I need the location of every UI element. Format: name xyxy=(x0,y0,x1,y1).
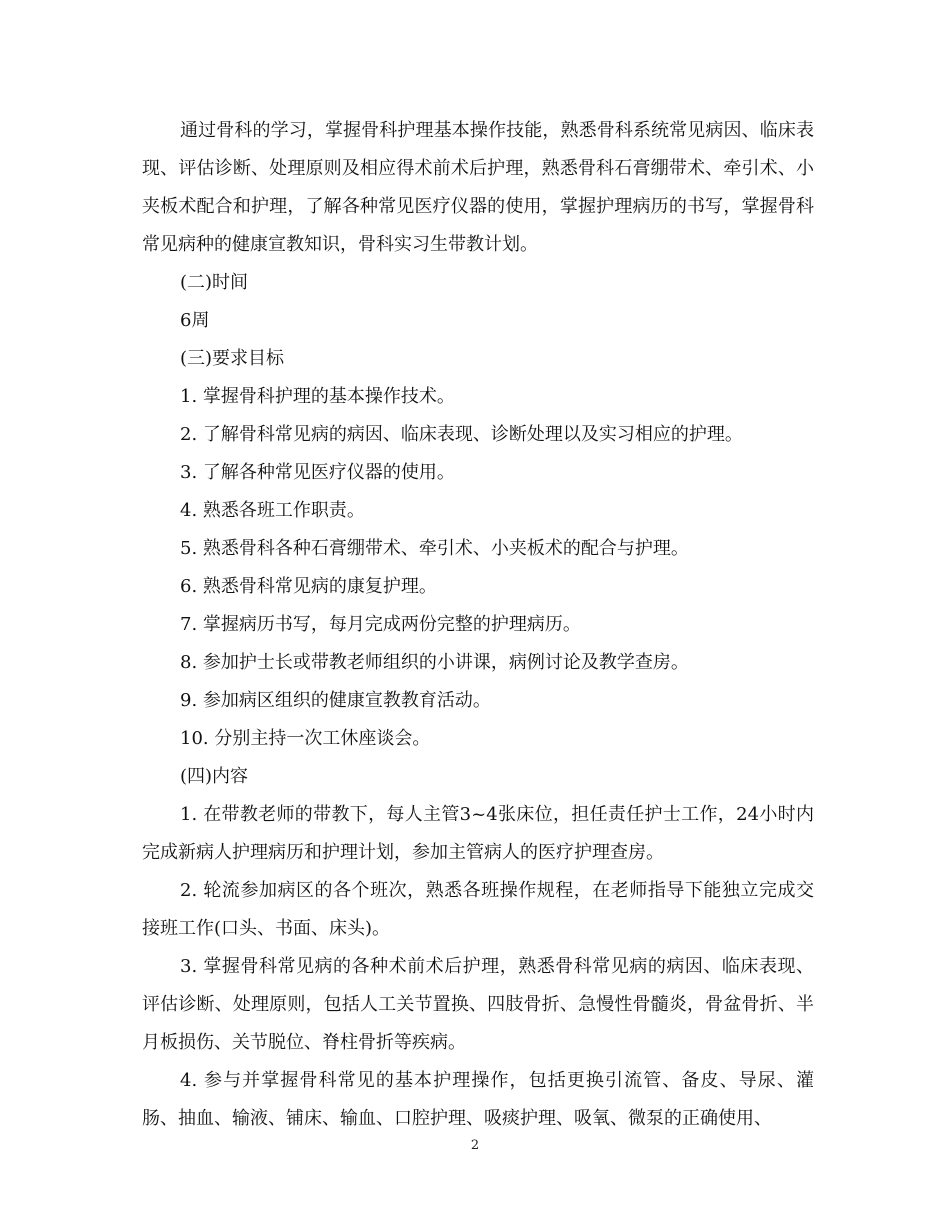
document-body xyxy=(142,112,814,1138)
goal-item: 1. 掌握骨科护理的基本操作技术。 xyxy=(180,386,455,407)
goal-item: 5. 熟悉骨科各种石膏绷带术、牵引术、小夹板术的配合与护理。 xyxy=(180,538,689,559)
goal-item: 7. 掌握病历书写，每月完成两份完整的护理病历。 xyxy=(180,614,581,635)
goal-item: 6. 熟悉骨科常见病的康复护理。 xyxy=(180,576,437,597)
goal-item: 2. 了解骨科常见病的病因、临床表现、诊断处理以及实习相应的护理。 xyxy=(180,424,743,445)
content-item: 3. 掌握骨科常见病的各种术前术后护理，熟悉骨科常见病的病因、临床表现、评估诊断、处理原则，包括人工关节置换、四肢骨折、急慢性骨髓炎，骨盆骨折、半月板损伤、关节脱位、脊柱骨折等疾病。 xyxy=(142,956,814,1053)
section-heading-time: (二)时间 xyxy=(180,272,249,293)
goal-item: 3. 了解各种常见医疗仪器的使用。 xyxy=(180,462,455,483)
content-item: 1. 在带教老师的带教下，每人主管3~4张床位，担任责任护士工作，24小时内完成新病人护理病历和护理计划，参加主管病人的医疗护理查房。 xyxy=(142,804,814,863)
content-item: 4. 参与并掌握骨科常见的基本护理操作，包括更换引流管、备皮、导尿、灌肠、抽血、输液、铺床、输血、口腔护理、吸痰护理、吸氧、微泵的正确使用、 xyxy=(142,1070,814,1129)
goal-item: 10. 分别主持一次工休座谈会。 xyxy=(180,728,431,749)
section-heading-content: (四)内容 xyxy=(180,766,249,787)
duration-text: 6周 xyxy=(180,310,210,331)
page-number: 2 xyxy=(470,1138,480,1153)
goal-item: 8. 参加护士长或带教老师组织的小讲课，病例讨论及教学查房。 xyxy=(180,652,689,673)
goal-item: 4. 熟悉各班工作职责。 xyxy=(180,500,365,521)
section-heading-goals: (三)要求目标 xyxy=(180,348,285,369)
content-item: 2. 轮流参加病区的各个班次，熟悉各班操作规程，在老师指导下能独立完成交接班工作(口头、书面、床头)。 xyxy=(142,880,814,939)
intro-paragraph: 通过骨科的学习，掌握骨科护理基本操作技能，熟悉骨科系统常见病因、临床表现、评估诊断、处理原则及相应得术前术后护理，熟悉骨科石膏绷带术、牵引术、小夹板术配合和护理，了解各种常见医疗仪器的使用，掌握护理病历的书写，掌握骨科常见病种的健康宣教知识，骨科实习生带教计划。 xyxy=(142,120,814,255)
goal-item: 9. 参加病区组织的健康宣教教育活动。 xyxy=(180,690,491,711)
